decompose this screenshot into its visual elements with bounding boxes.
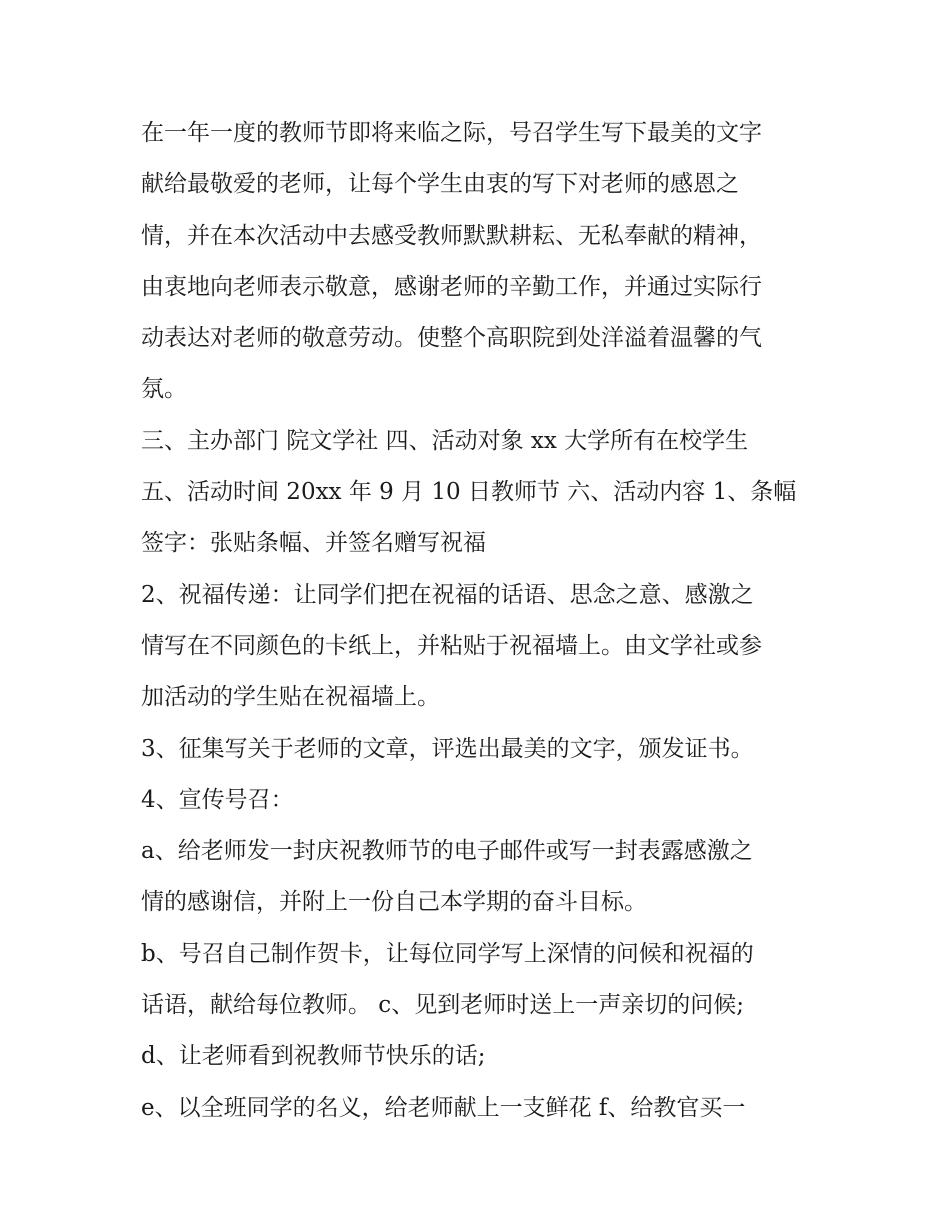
text-line: 签字：张贴条幅、并签名赠写祝福 bbox=[141, 530, 486, 557]
text-line: b、号召自己制作贺卡，让每位同学写上深情的问候和祝福的 bbox=[141, 940, 754, 967]
text-line: 情，并在本次活动中去感受教师默默耕耘、无私奉献的精神， bbox=[141, 222, 762, 249]
text-line: 在一年一度的教师节即将来临之际，号召学生写下最美的文字 bbox=[141, 120, 762, 146]
text-line: a、给老师发一封庆祝教师节的电子邮件或写一封表露感激之 bbox=[141, 838, 753, 865]
text-line: 情写在不同颜色的卡纸上，并粘贴于祝福墙上。由文学社或参 bbox=[141, 632, 762, 659]
text-line: d、让老师看到祝教师节快乐的话; bbox=[141, 1043, 486, 1070]
text-line: 五、活动时间 20xx 年 9 月 10 日教师节 六、活动内容 1、条幅 bbox=[141, 479, 797, 506]
text-line: 献给最敬爱的老师，让每个学生由衷的写下对老师的感恩之 bbox=[141, 171, 739, 198]
text-line: e、以全班同学的名义，给老师献上一支鲜花 f、给教官买一 bbox=[141, 1094, 746, 1121]
text-line: 加活动的学生贴在祝福墙上。 bbox=[141, 684, 440, 711]
text-line: 4、宣传号召： bbox=[141, 786, 294, 813]
text-line: 由衷地向老师表示敬意，感谢老师的辛勤工作，并通过实际行 bbox=[141, 273, 762, 300]
text-line: 动表达对老师的敬意劳动。使整个高职院到处洋溢着温馨的气 bbox=[141, 325, 762, 352]
text-line: 氛。 bbox=[141, 376, 187, 403]
text-line: 情的感谢信，并附上一份自己本学期的奋斗目标。 bbox=[141, 889, 647, 916]
document-body bbox=[141, 108, 821, 1134]
text-line: 3、征集写关于老师的文章，评选出最美的文字，颁发证书。 bbox=[141, 735, 754, 762]
text-line: 2、祝福传递：让同学们把在祝福的话语、思念之意、感激之 bbox=[141, 581, 754, 608]
text-line: 三、主办部门 院文学社 四、活动对象 xx 大学所有在校学生 bbox=[141, 427, 749, 454]
text-line: 话语，献给每位教师。 c、见到老师时送上一声亲切的问候; bbox=[141, 992, 744, 1019]
